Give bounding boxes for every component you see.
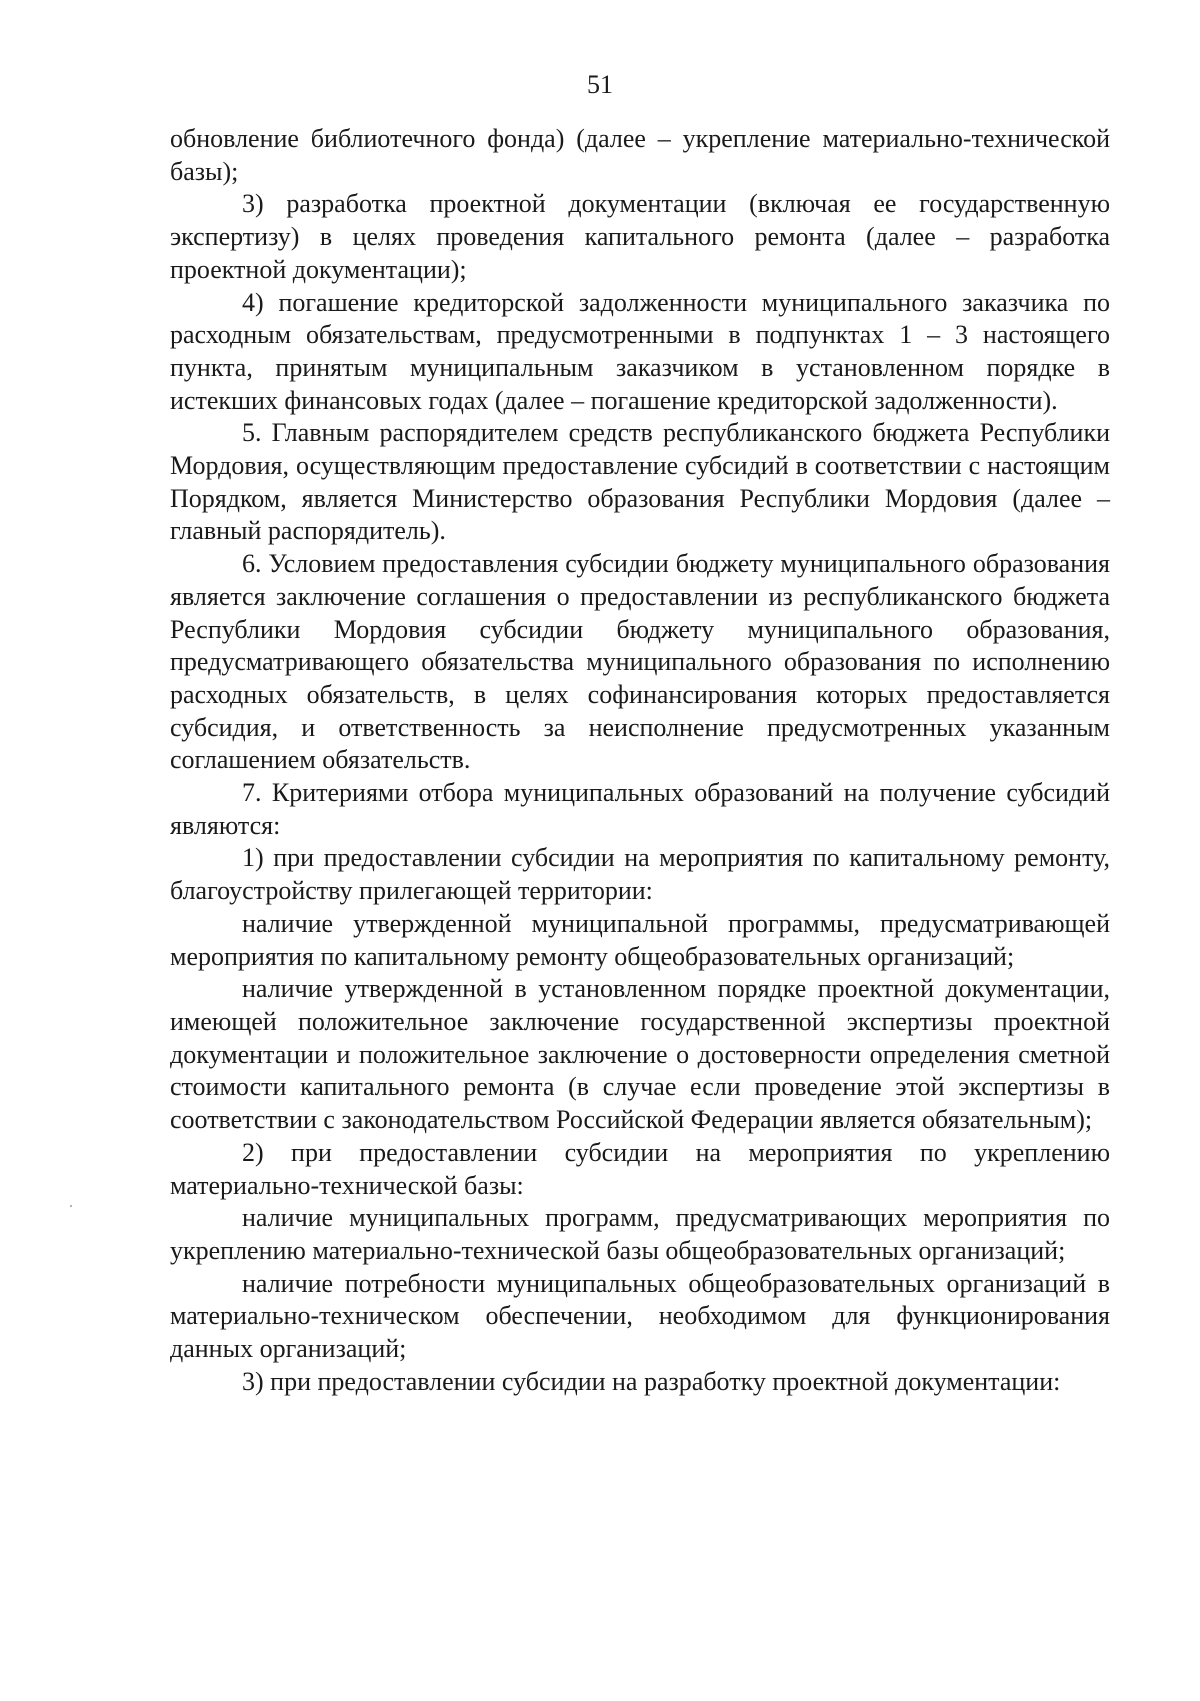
paragraph: обновление библиотечного фонда) (далее – укрепление материально-технической базы); bbox=[170, 124, 1110, 186]
paragraph: 1) при предоставлении субсидии на мероприятия по капитальному ремонту, благоустройству прилегающей территории: bbox=[170, 843, 1110, 906]
paragraph: 6. Условием предоставления субсидии бюджету муниципального образования является заключение соглашения о предоставлении из республиканского бюджета Республики Мордовия субсидии бюджету муниципального образования, предусматривающего обязательства муниципального образования по исполнению расходных обязательств, в целях софинансирования которых предоставляется субсидия, и ответственность за неисполнение предусмотренных указанным соглашением обязательств. bbox=[170, 549, 1110, 775]
paragraph: 3) при предоставлении субсидии на разработку проектной документации: bbox=[242, 1366, 1061, 1396]
paragraph: 3) разработка проектной документации (включая ее государственную экспертизу) в целях проведения капитального ремонта (далее – разработка проектной документации); bbox=[170, 189, 1110, 284]
paragraph: наличие потребности муниципальных общеобразовательных организаций в материально-техническом обеспечении, необходимом для функционирования данных организаций; bbox=[170, 1268, 1110, 1364]
page-number: 51 bbox=[587, 70, 613, 99]
paragraph: наличие муниципальных программ, предусматривающих мероприятия по укреплению материально-технической базы общеобразовательных организаций; bbox=[170, 1203, 1110, 1265]
paragraph: 2) при предоставлении субсидии на мероприятия по укреплению материально-технической базы: bbox=[170, 1137, 1110, 1200]
paragraph: наличие утвержденной в установленном порядке проектной документации, имеющей положительное заключение государственной экспертизы проектной документации и положительное заключение о достоверности определения сметной стоимости капитального ремонта (в случае если проведение этой экспертизы в соответствии с законодательством Российской Федерации является обязательным); bbox=[170, 974, 1110, 1135]
paragraph: 5. Главным распорядителем средств республиканского бюджета Республики Мордовия, осуществляющим предоставление субсидий в соответствии с настоящим Порядком, является Министерство образования Республики Мордовия (далее – главный распорядитель). bbox=[170, 418, 1110, 546]
scan-speck bbox=[70, 1205, 72, 1207]
document-body bbox=[170, 123, 1110, 1398]
paragraph: наличие утвержденной муниципальной программы, предусматривающей мероприятия по капитальному ремонту общеобразовательных организаций; bbox=[170, 908, 1110, 971]
paragraph: 4) погашение кредиторской задолженности муниципального заказчика по расходным обязательствам, предусмотренными в подпунктах 1 – 3 настоящего пункта, принятым муниципальным заказчиком в установленном порядке в истекших финансовых годах (далее – погашение кредиторской задолженности). bbox=[170, 287, 1110, 415]
paragraph: 7. Критериями отбора муниципальных образований на получение субсидий являются: bbox=[170, 778, 1110, 840]
